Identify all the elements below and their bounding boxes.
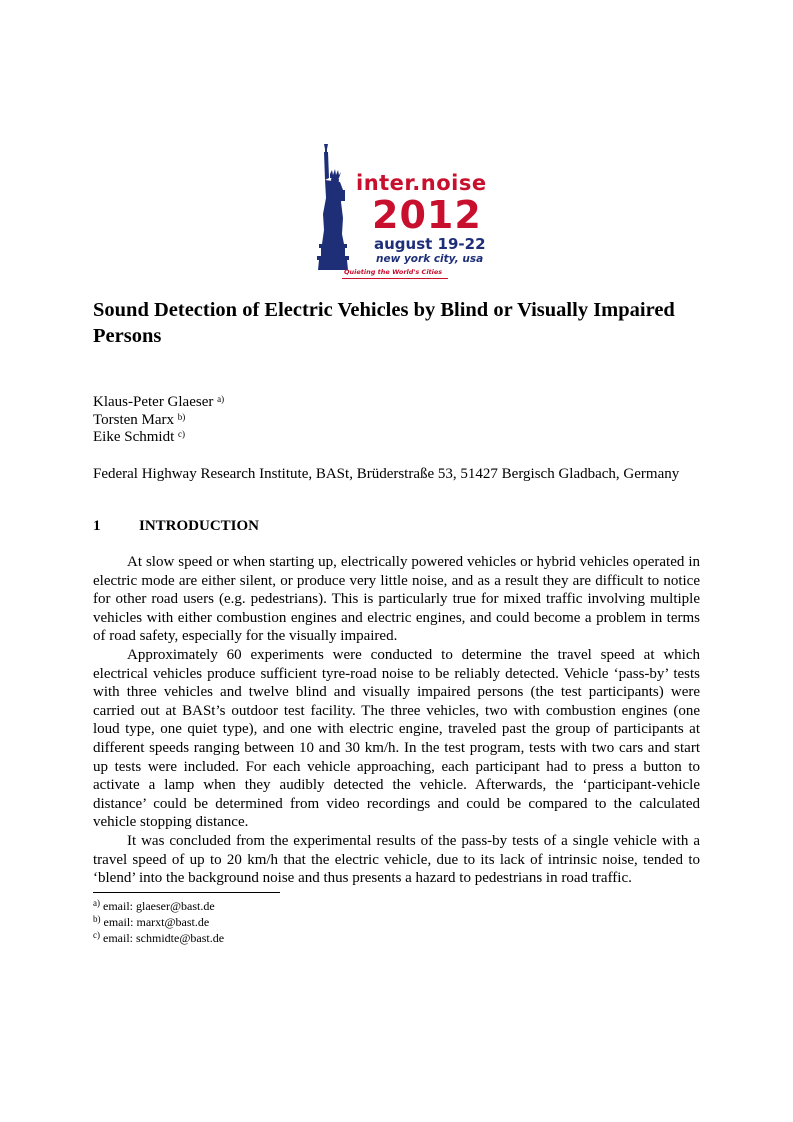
- logo-name: inter.noise: [356, 171, 487, 195]
- paragraph: At slow speed or when starting up, electrically powered vehicles or hybrid vehicles operated in electric mode are either silent, or produce very little noise, and as a result they are difficult to notice for other road users (e.g. pedestrians). This is particularly true for mixed traffic involving multiple vehicles with either combustion engines and electric engines, and could become a problem in terms of road safety, especially for the visually impaired.: [93, 554, 700, 645]
- section-title: INTRODUCTION: [139, 518, 260, 534]
- author: Torsten Marx $^{b)}$: [93, 411, 186, 428]
- author-list: [93, 394, 224, 447]
- footnote-divider: [93, 892, 280, 893]
- paragraph: It was concluded from the experimental results of the pass-by tests of a single vehicle with a travel speed of up to 20 km/h that the electric vehicle, due to its lack of intrinsic noise, tended to ‘blend’ into the background noise and thus presents a hazard to pedestrians in road traffic.: [93, 832, 700, 887]
- section-number: 1: [93, 518, 101, 534]
- body-text: [93, 553, 700, 888]
- paper-title: Sound Detection of Electric Vehicles by Blind or Visually Impaired Persons: [93, 299, 675, 347]
- logo-city: new york city, usa: [376, 253, 484, 265]
- affiliation: Federal Highway Research Institute, BASt, Brüderstraße 53, 51427 Bergisch Gladbach, Germany: [93, 466, 680, 482]
- footnote: $^{b)}$ email: marxt@bast.de: [93, 914, 210, 929]
- section-heading: [93, 518, 259, 535]
- author: Klaus-Peter Glaeser $^{a)}$: [93, 394, 225, 410]
- logo-dates: august 19-22: [374, 235, 486, 253]
- author: Eike Schmidt $^{c)}$: [93, 429, 185, 445]
- logo-tagline-rule: [342, 278, 448, 279]
- logo-tagline: Quieting the World's Cities: [344, 268, 443, 276]
- conference-logo: [310, 140, 490, 285]
- logo-year: 2012: [372, 193, 482, 237]
- paragraph: Approximately 60 experiments were conducted to determine the travel speed at which electrical vehicles produce sufficient tyre-road noise to be reliably detected. Vehicle ‘pass-by’ tests with three vehicles and twelve blind and visually impaired persons (the test participants) were carried out at BASt’s outdoor test facility. The three vehicles, two with combustion engines (one loud type, one quiet type), and one with electric engine, traveled past the group of participants at different speeds ranging between 10 and 30 km/h. In the test program, tests with two cars and start up tests were included. For each vehicle approaching, each participant had to press a button to activate a lamp when they audibly detected the vehicle. Afterwards, the ‘participant-vehicle distance’ could be determined from video recordings and could be compared to the calculated vehicle stopping distance.: [93, 646, 700, 831]
- footnotes: [93, 898, 224, 946]
- footnote: $^{a)}$ email: glaeser@bast.de: [93, 898, 215, 913]
- footnote: $^{c)}$ email: schmidte@bast.de: [93, 930, 225, 945]
